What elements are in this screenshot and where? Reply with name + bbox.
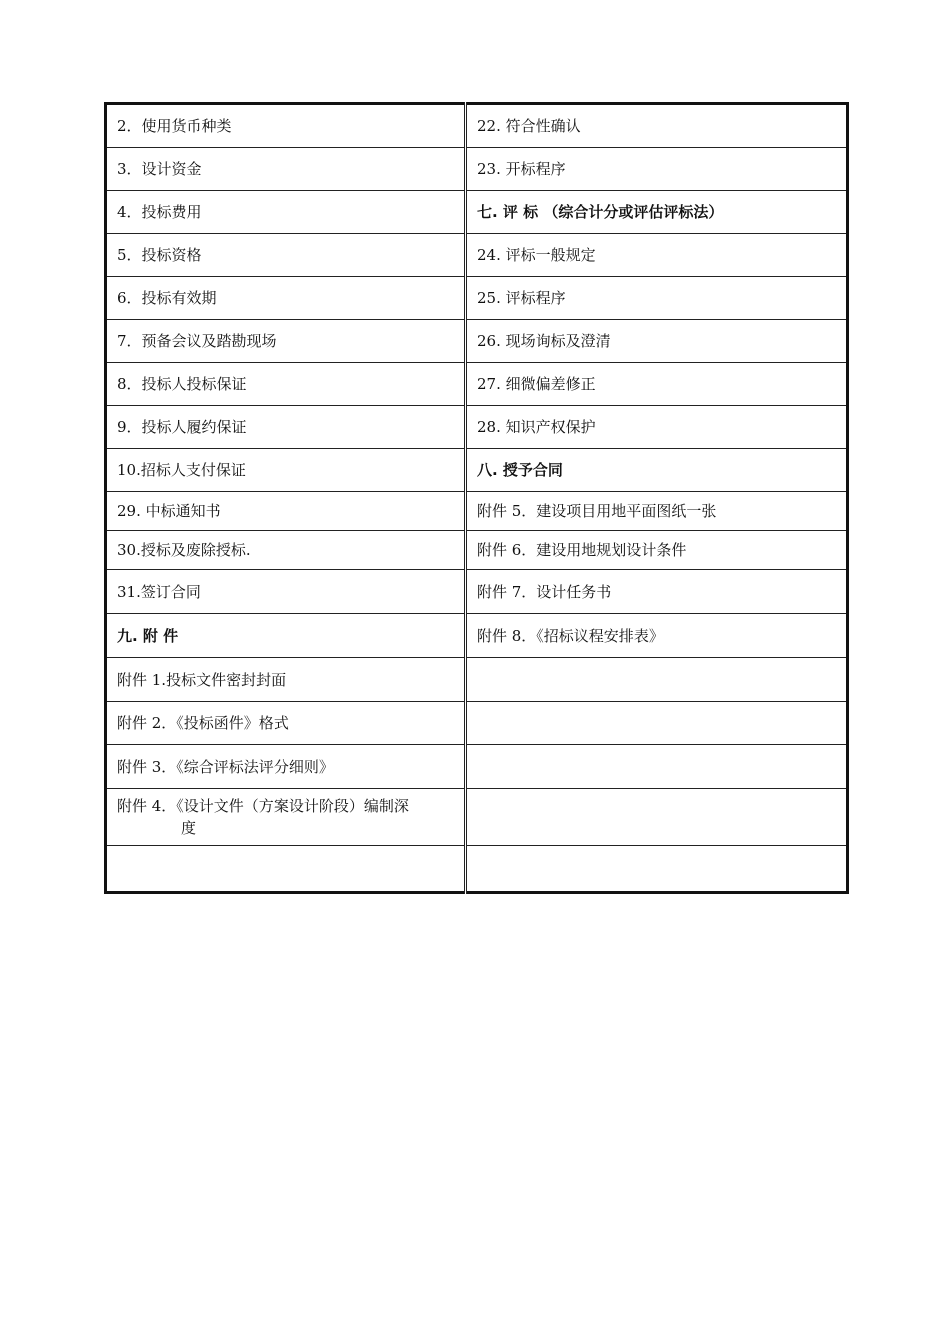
- toc-entry-left: 2．使用货币种类: [106, 104, 466, 148]
- toc-entry-left: 3．设计资金: [106, 148, 466, 191]
- toc-entry-right: 附件 6．建设用地规划设计条件: [466, 531, 848, 570]
- toc-entry-left: 附件 3．《综合评标法评分细则》: [106, 745, 466, 789]
- table-row: [106, 492, 848, 531]
- section-heading-award: 八. 授予合同: [466, 449, 848, 492]
- table-row: [106, 531, 848, 570]
- table-of-contents: [104, 102, 849, 894]
- toc-entry-right: 28. 知识产权保护: [466, 406, 848, 449]
- table-row: [106, 658, 848, 702]
- table-row: [106, 406, 848, 449]
- toc-entry-text-continued: 度: [181, 819, 197, 837]
- toc-entry-right: 26. 现场询标及澄清: [466, 320, 848, 363]
- table-row: [106, 148, 848, 191]
- table-row: [106, 191, 848, 234]
- toc-entry-text: 附件 4．《设计文件（方案设计阶段）编制深: [117, 797, 409, 815]
- table-row: [106, 363, 848, 406]
- toc-entry-left: 附件 2．《投标函件》格式: [106, 702, 466, 745]
- toc-entry-left: 9．投标人履约保证: [106, 406, 466, 449]
- toc-entry-left: 6．投标有效期: [106, 277, 466, 320]
- table-row: [106, 570, 848, 614]
- table-row: [106, 234, 848, 277]
- section-heading-evaluation: 七. 评 标 （综合计分或评估评标法）: [466, 191, 848, 234]
- toc-entry-right-empty: [466, 789, 848, 846]
- table-row: [106, 702, 848, 745]
- toc-entry-right: 23. 开标程序: [466, 148, 848, 191]
- table-row: [106, 449, 848, 492]
- table-row: [106, 745, 848, 789]
- toc-entry-left-multiline: [106, 789, 466, 846]
- toc-entry-right: 附件 5．建设项目用地平面图纸一张: [466, 492, 848, 531]
- table-row: [106, 104, 848, 148]
- section-heading-attachments: 九. 附 件: [106, 614, 466, 658]
- toc-entry-right-empty: [466, 745, 848, 789]
- toc-entry-left: 7．预备会议及踏勘现场: [106, 320, 466, 363]
- table-row: [106, 320, 848, 363]
- table-row: [106, 846, 848, 893]
- toc-entry-right: 25. 评标程序: [466, 277, 848, 320]
- toc-entry-left: 31.签订合同: [106, 570, 466, 614]
- toc-entry-right: 27. 细微偏差修正: [466, 363, 848, 406]
- toc-entry-left: 10.招标人支付保证: [106, 449, 466, 492]
- toc-entry-left: 附件 1.投标文件密封封面: [106, 658, 466, 702]
- toc-entry-right-empty: [466, 658, 848, 702]
- toc-entry-left-empty: [106, 846, 466, 893]
- toc-entry-left: 4．投标费用: [106, 191, 466, 234]
- toc-entry-right: 24. 评标一般规定: [466, 234, 848, 277]
- toc-entry-right: 附件 8．《招标议程安排表》: [466, 614, 848, 658]
- table-row: [106, 277, 848, 320]
- toc-entry-left: 30.授标及废除授标.: [106, 531, 466, 570]
- toc-entry-right-empty: [466, 702, 848, 745]
- toc-entry-left: 29. 中标通知书: [106, 492, 466, 531]
- toc-entry-right: 22. 符合性确认: [466, 104, 848, 148]
- toc-entry-left: 5．投标资格: [106, 234, 466, 277]
- toc-entry-right-empty: [466, 846, 848, 893]
- toc-entry-right: 附件 7．设计任务书: [466, 570, 848, 614]
- toc-entry-left: 8．投标人投标保证: [106, 363, 466, 406]
- table-row: [106, 614, 848, 658]
- table-row: [106, 789, 848, 846]
